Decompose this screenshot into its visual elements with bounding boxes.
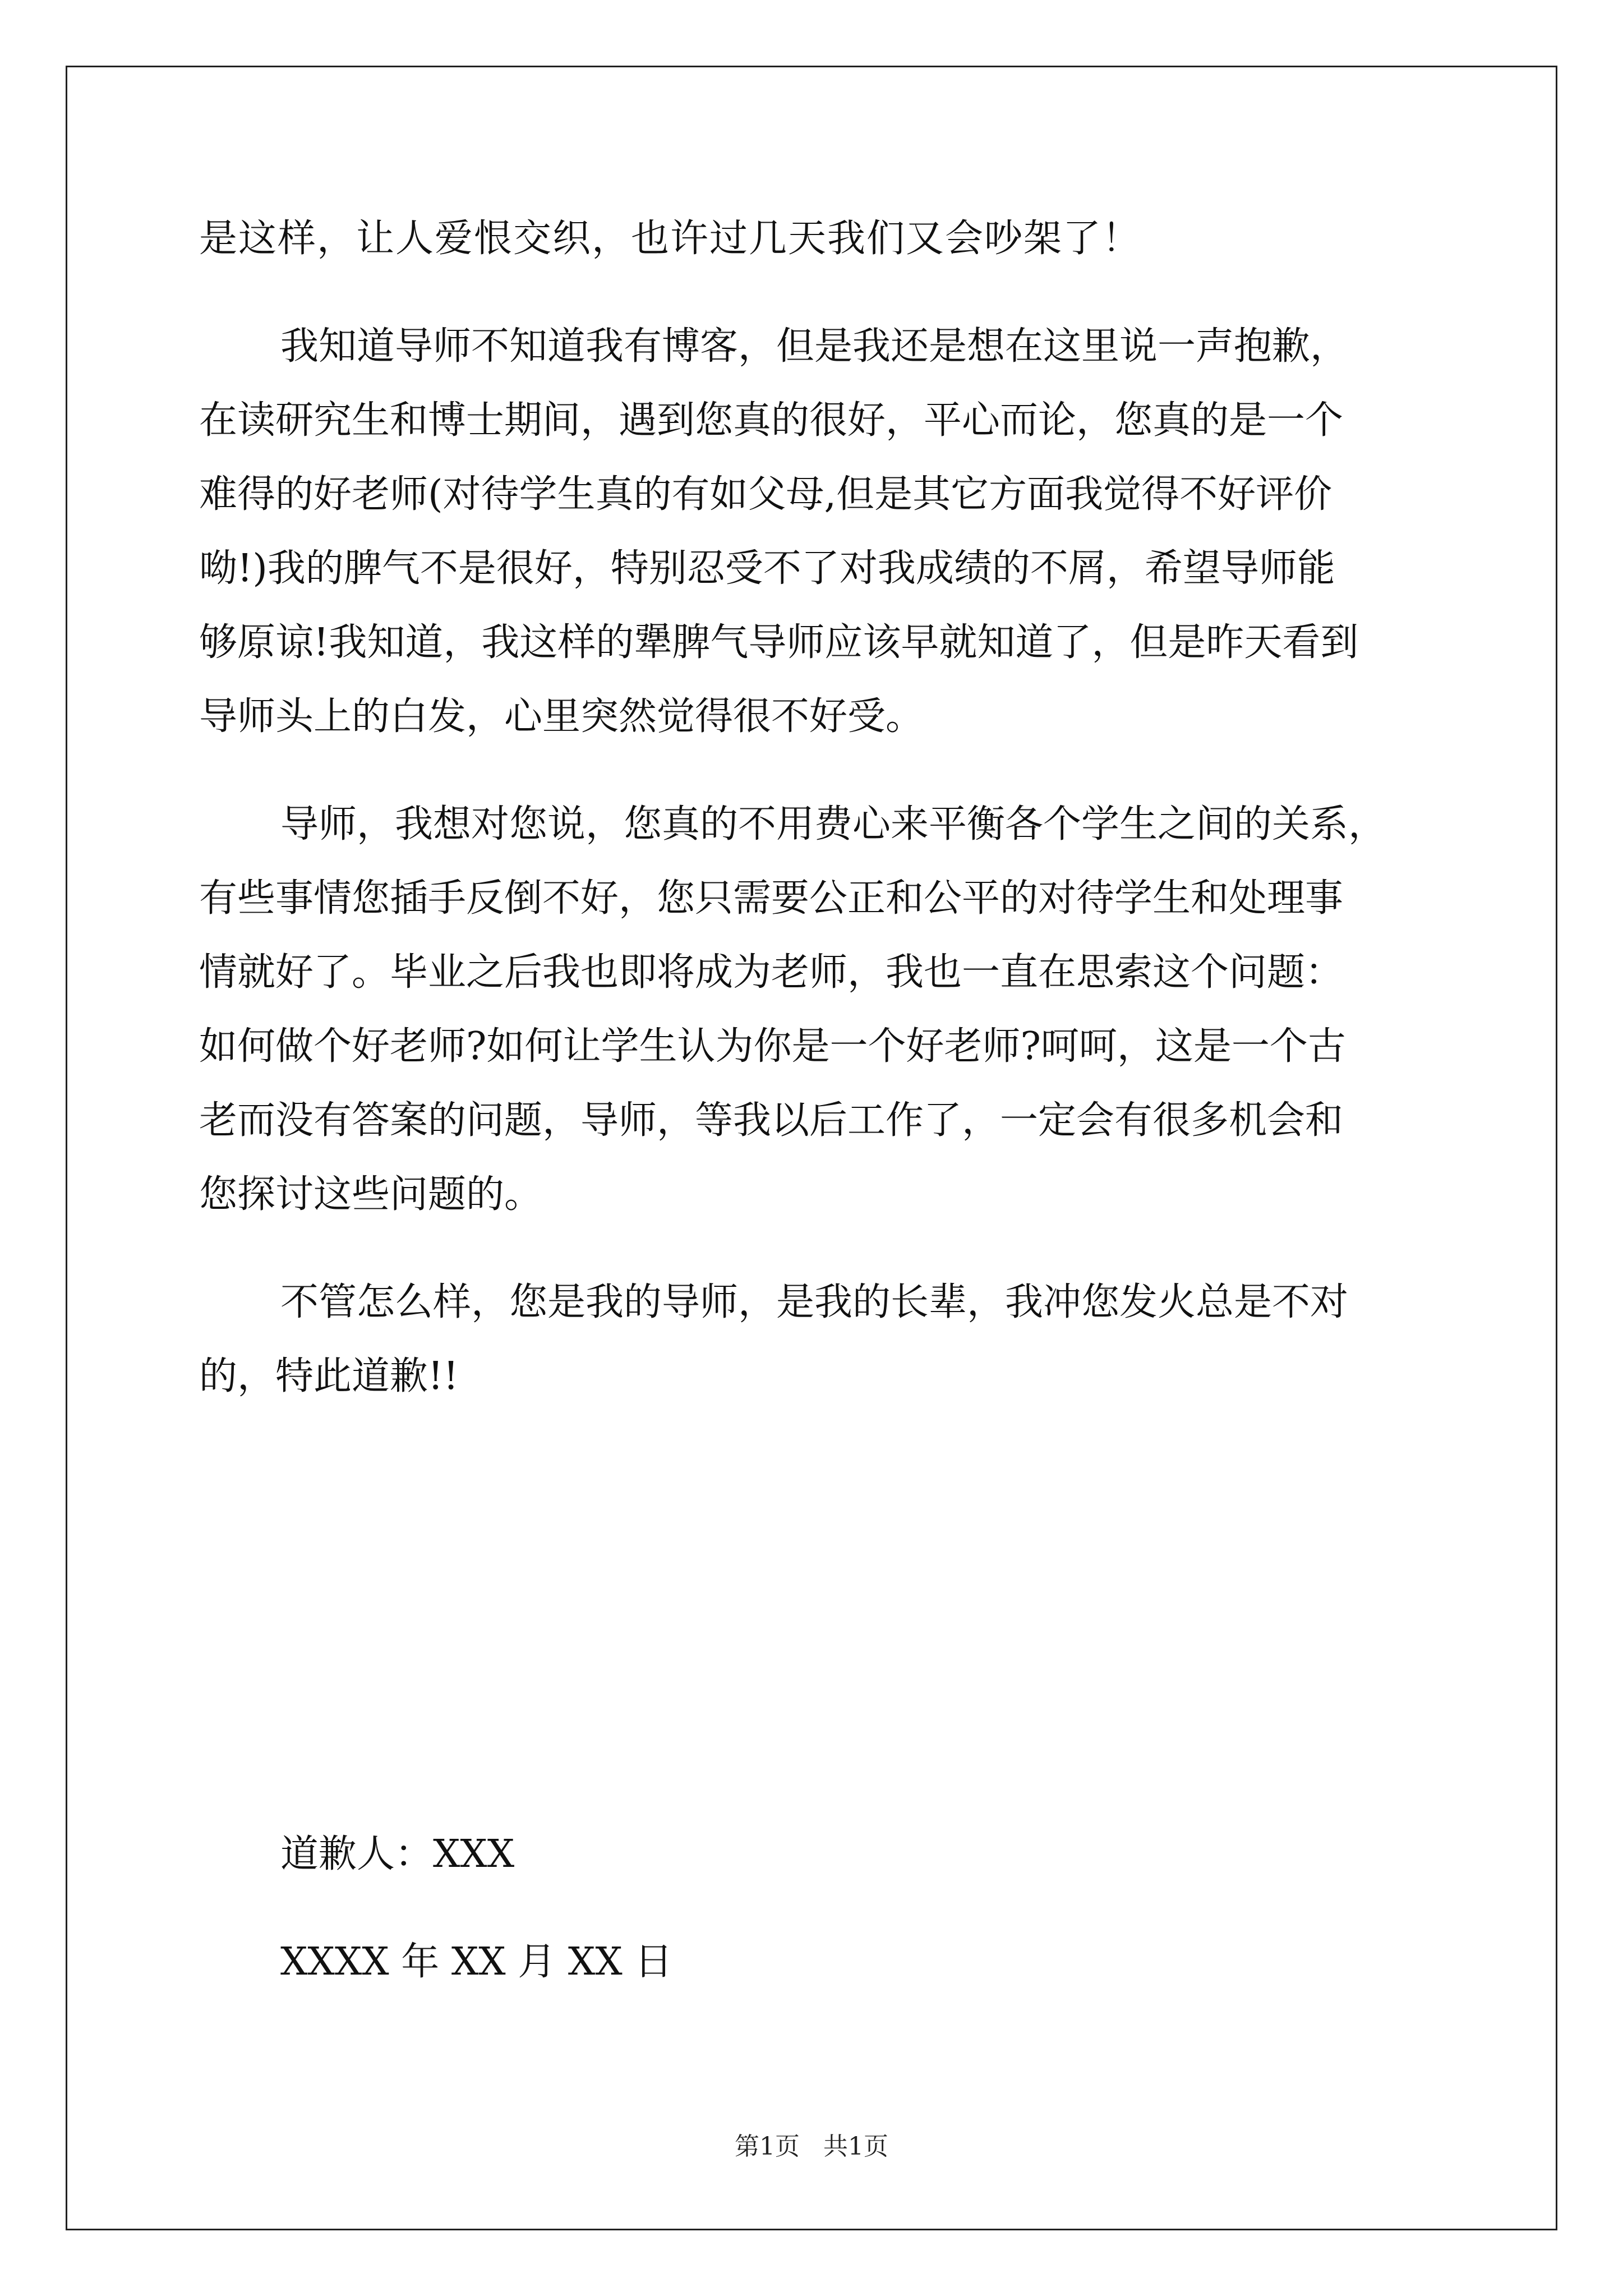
signature-block: [280, 1818, 672, 1999]
paragraph-start: 我知道导师不知道我有博客，但是我还是想在这里说一声抱歉，: [280, 324, 1349, 369]
text-line: 情就好了。毕业之后我也即将成为老师，我也一直在思索这个问题：: [199, 950, 1344, 995]
text-line: 难得的好老师(对待学生真的有如父母,但是其它方面我觉得不好评价: [199, 472, 1332, 517]
text-line: 有些事情您插手反倒不好，您只需要公正和公平的对待学生和处理事: [199, 876, 1344, 921]
text-line: 呦!)我的脾气不是很好，特别忍受不了对我成绩的不屑，希望导师能: [199, 546, 1335, 591]
paragraph-start: 不管怎么样，您是我的导师，是我的长辈，我冲您发火总是不对: [280, 1280, 1349, 1324]
page-number: 第1页: [735, 2132, 800, 2161]
text-line: 在读研究生和博士期间，遇到您真的很好，平心而论，您真的是一个: [199, 398, 1344, 443]
text-line: 是这样，让人爱恨交织，也许过几天我们又会吵架了！: [199, 217, 1142, 261]
text-line: 老而没有答案的问题，导师，等我以后工作了，一定会有很多机会和: [199, 1098, 1344, 1143]
text-line: 导师头上的白发，心里突然觉得很不好受。: [199, 694, 924, 739]
text-line: 够原谅!我知道，我这样的犟脾气导师应该早就知道了，但是昨天看到: [199, 620, 1359, 665]
text-line: 您探讨这些问题的。: [199, 1172, 543, 1217]
date-line: XXXX 年 XX 月 XX 日: [280, 1940, 673, 1984]
page-total: 共1页: [823, 2132, 888, 2161]
letter-body: [199, 202, 1433, 1414]
text-line: 如何做个好老师?如何让学生认为你是一个好老师?呵呵，这是一个古: [199, 1024, 1346, 1069]
page-footer: [0, 2126, 1623, 2162]
text-line: 的，特此道歉!!: [199, 1354, 459, 1398]
apologizer-line: 道歉人：XXX: [280, 1832, 515, 1876]
paragraph-start: 导师，我想对您说，您真的不用费心来平衡各个学生之间的关系，: [280, 802, 1387, 846]
